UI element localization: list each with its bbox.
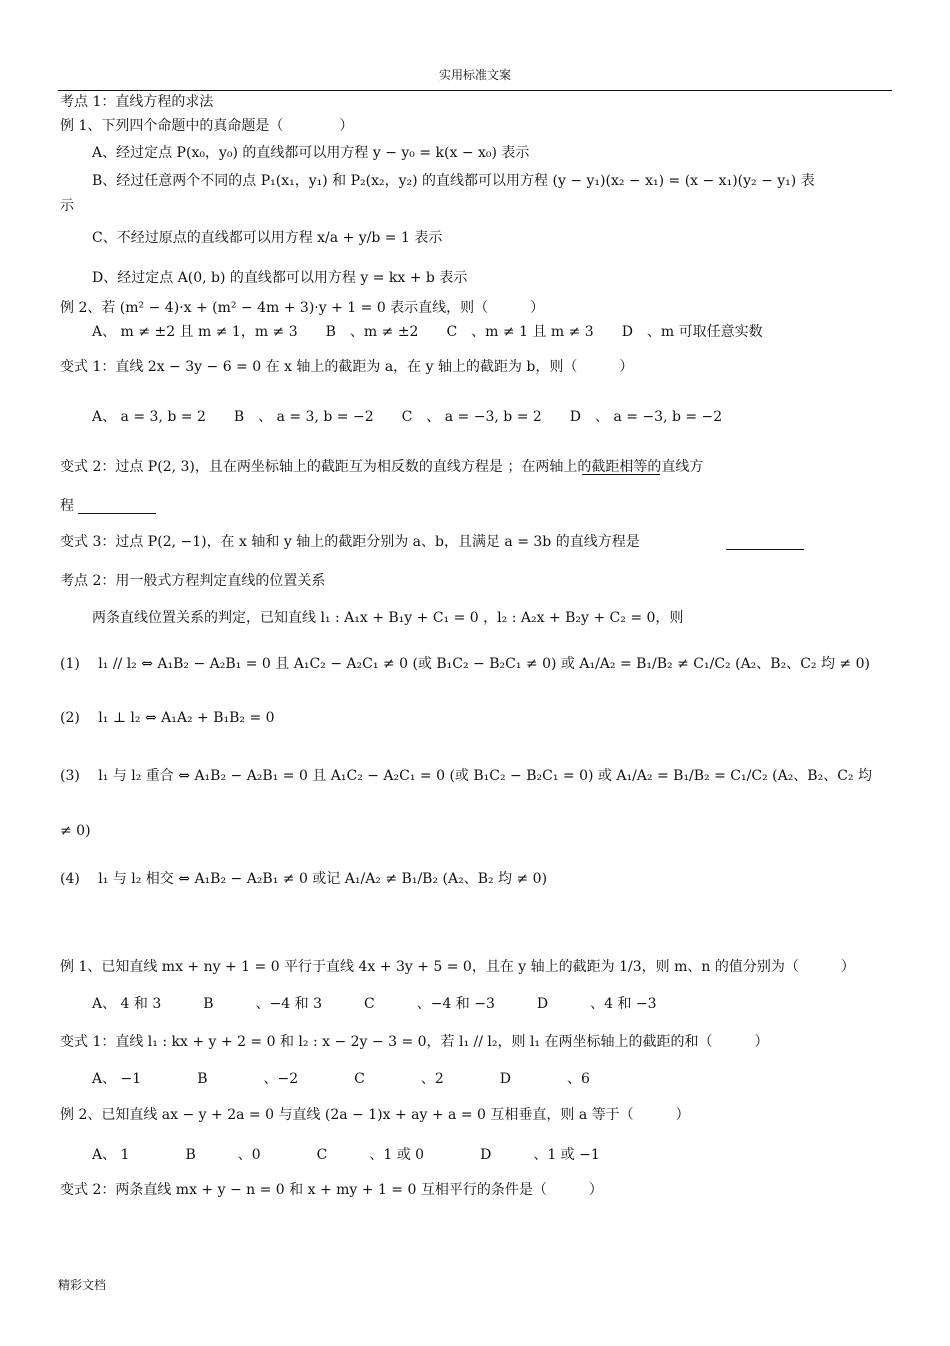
text-line: 例 1、已知直线 mx + ny + 1 = 0 平行于直线 4x + 3y + 5 = 0，且在 y 轴上的截距为 1/3，则 m、n 的值分别为（ ） — [60, 959, 855, 975]
text-line: 考点 1：直线方程的求法 — [60, 94, 214, 110]
text-line: 变式 3：过点 P(2, −1)，在 x 轴和 y 轴上的截距分别为 a、b，且满足 a = 3b 的直线方程是 — [60, 534, 640, 550]
text-line: 例 1、下列四个命题中的真命题是（ ） — [60, 118, 354, 134]
text-line: (1) l₁ // l₂ ⇔ A₁B₂ − A₂B₁ = 0 且 A₁C₂ − A₂C₁ ≠ 0 (或 B₁C₂ − B₂C₁ ≠ 0) 或 A₁/A₂ = B₁/B₂ ≠ C₁/C₂ (A₂、B₂、C₂ 均 ≠ 0) — [60, 656, 870, 672]
answer-blank-3 — [726, 532, 804, 552]
text-line: A、 −1 B 、−2 C 、2 D 、6 — [92, 1071, 590, 1087]
text-line: 例 2、已知直线 ax − y + 2a = 0 与直线 (2a − 1)x + ay + a = 0 互相垂直，则 a 等于（ ） — [60, 1107, 690, 1123]
text-line: 程 — [60, 498, 74, 514]
text-line: (4) l₁ 与 l₂ 相交 ⇔ A₁B₂ − A₂B₁ ≠ 0 或记 A₁/A₂ ≠ B₁/B₂ (A₂、B₂ 均 ≠ 0) — [60, 871, 548, 887]
text-line: 两条直线位置关系的判定，已知直线 l₁ : A₁x + B₁y + C₁ = 0 ，l₂ : A₂x + B₂y + C₂ = 0，则 — [92, 610, 684, 626]
text-line: A、 m ≠ ±2 且 m ≠ 1，m ≠ 3 B 、m ≠ ±2 C 、m ≠ 1 且 m ≠ 3 D 、m 可取任意实数 — [92, 324, 763, 340]
text-line: 示 — [60, 198, 74, 214]
answer-blank-2 — [78, 496, 156, 516]
answer-blank-1 — [582, 457, 660, 477]
text-line: A、 1 B 、0 C 、1 或 0 D 、1 或 −1 — [92, 1147, 600, 1163]
text-line: 例 2、若 (m² − 4)·x + (m² − 4m + 3)·y + 1 = 0 表示直线，则（ ） — [60, 300, 545, 316]
text-line: C、不经过原点的直线都可以用方程 x/a + y/b = 1 表示 — [92, 230, 443, 246]
text-line: A、 a = 3, b = 2 B 、 a = 3, b = −2 C 、 a = −3, b = 2 D 、 a = −3, b = −2 — [92, 409, 723, 425]
text-line: B、经过任意两个不同的点 P₁(x₁，y₁) 和 P₂(x₂，y₂) 的直线都可以用方程 (y − y₁)(x₂ − x₁) = (x − x₁)(y₂ − y₁) 表 — [92, 173, 815, 189]
text-line: 变式 1：直线 l₁ : kx + y + 2 = 0 和 l₂ : x − 2y − 3 = 0，若 l₁ // l₂，则 l₁ 在两坐标轴上的截距的和（ ） — [60, 1034, 769, 1050]
text-line: A、经过定点 P(x₀，y₀) 的直线都可以用方程 y − y₀ = k(x − x₀) 表示 — [92, 145, 530, 161]
page-header: 实用标准文案 — [438, 68, 511, 82]
text-line: 变式 2：两条直线 mx + y − n = 0 和 x + my + 1 = 0 互相平行的条件是（ ） — [60, 1182, 603, 1198]
header-rule — [58, 90, 892, 91]
page-footer: 精彩文档 — [58, 1278, 107, 1292]
text-line: ≠ 0) — [60, 823, 91, 839]
text-line: 变式 1：直线 2x − 3y − 6 = 0 在 x 轴上的截距为 a，在 y 轴上的截距为 b，则（ ） — [60, 359, 634, 375]
text-line: (3) l₁ 与 l₂ 重合 ⇔ A₁B₂ − A₂B₁ = 0 且 A₁C₂ − A₂C₁ = 0 (或 B₁C₂ − B₂C₁ = 0) 或 A₁/A₂ = B₁/B₂ = C₁/C₂ (A₂、B₂、C₂ 均 — [60, 768, 872, 784]
text-line: 考点 2：用一般式方程判定直线的位置关系 — [60, 573, 326, 589]
text-line: A、 4 和 3 B 、−4 和 3 C 、−4 和 −3 D 、4 和 −3 — [92, 996, 657, 1012]
text-line: 变式 2：过点 P(2, 3)，且在两坐标轴上的截距互为相反数的直线方程是 ；在两轴上的截距相等的直线方 — [60, 459, 704, 475]
text-line: (2) l₁ ⊥ l₂ ⇔ A₁A₂ + B₁B₂ = 0 — [60, 710, 275, 726]
text-line: D、经过定点 A(0, b) 的直线都可以用方程 y = kx + b 表示 — [92, 270, 468, 286]
